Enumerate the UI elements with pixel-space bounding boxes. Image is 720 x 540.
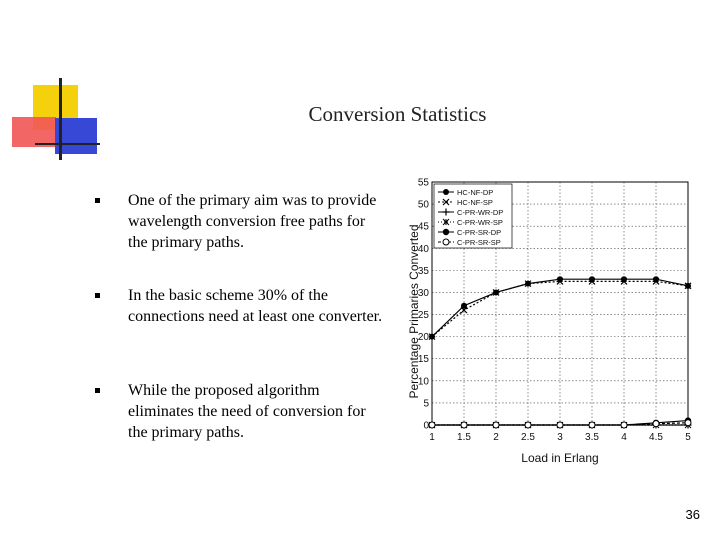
x-tick-label: 1: [429, 432, 435, 443]
logo-horizontal-line: [35, 143, 100, 145]
bullet-marker: [95, 198, 100, 203]
legend-label: C-PR-SR-SP: [457, 238, 501, 247]
bullet-text: One of the primary aim was to provide wavelength conversion free paths for the primary paths.: [128, 192, 377, 251]
marker-open-circle: [589, 422, 595, 428]
legend-label: C-PR-WR-DP: [457, 208, 504, 217]
x-tick-label: 5: [685, 432, 691, 443]
slide-logo-decoration: [0, 0, 110, 170]
y-tick-label: 0: [423, 420, 429, 432]
y-axis-label: Percentage Primaries Converted: [407, 224, 421, 399]
x-axis-label: Load in Erlang: [521, 451, 599, 465]
x-tick-label: 3: [557, 432, 563, 443]
y-tick-label: 10: [417, 376, 429, 388]
marker-open-circle: [557, 422, 563, 428]
y-tick-label: 40: [417, 243, 429, 255]
marker-filled-circle: [443, 189, 449, 195]
marker-open-circle: [621, 422, 627, 428]
x-tick-label: 4: [621, 432, 627, 443]
y-tick-label: 5: [423, 398, 429, 410]
bullet-marker: [95, 388, 100, 393]
y-tick-label: 50: [417, 199, 429, 211]
marker-open-circle: [525, 422, 531, 428]
marker-open-circle: [685, 420, 691, 426]
x-tick-label: 3.5: [585, 432, 599, 443]
marker-open-circle: [493, 422, 499, 428]
x-tick-label: 2: [493, 432, 499, 443]
chart-legend: [434, 184, 512, 248]
marker-open-circle: [443, 239, 449, 245]
legend-label: C-PR-SR-DP: [457, 228, 502, 237]
logo-red-square: [12, 117, 56, 147]
x-tick-label: 2.5: [521, 432, 535, 443]
bullet-text: In the basic scheme 30% of the connections need at least one converter.: [128, 287, 383, 325]
x-tick-label: 1.5: [457, 432, 471, 443]
marker-dot: [443, 229, 449, 235]
y-tick-label: 35: [417, 265, 429, 277]
y-tick-label: 55: [417, 177, 429, 189]
legend-label: C-PR-WR-SP: [457, 218, 503, 227]
legend-label: HC-NF-DP: [457, 188, 494, 197]
y-tick-label: 45: [417, 221, 429, 233]
y-tick-label: 20: [417, 332, 429, 344]
bullet-marker: [95, 293, 100, 298]
y-tick-label: 15: [417, 354, 429, 366]
page-number: 36: [685, 507, 700, 522]
marker-open-circle: [429, 422, 435, 428]
slide-title: Conversion Statistics: [308, 102, 487, 126]
line-chart: [400, 172, 700, 472]
logo-vertical-line: [59, 78, 62, 160]
marker-open-circle: [461, 422, 467, 428]
y-tick-label: 30: [417, 287, 429, 299]
bullet-text: While the proposed algorithm eliminates the need of conversion for the primary paths.: [128, 382, 366, 441]
y-tick-label: 25: [417, 310, 429, 322]
marker-open-circle: [653, 421, 659, 427]
legend-label: HC-NF-SP: [457, 198, 493, 207]
x-tick-label: 4.5: [649, 432, 663, 443]
